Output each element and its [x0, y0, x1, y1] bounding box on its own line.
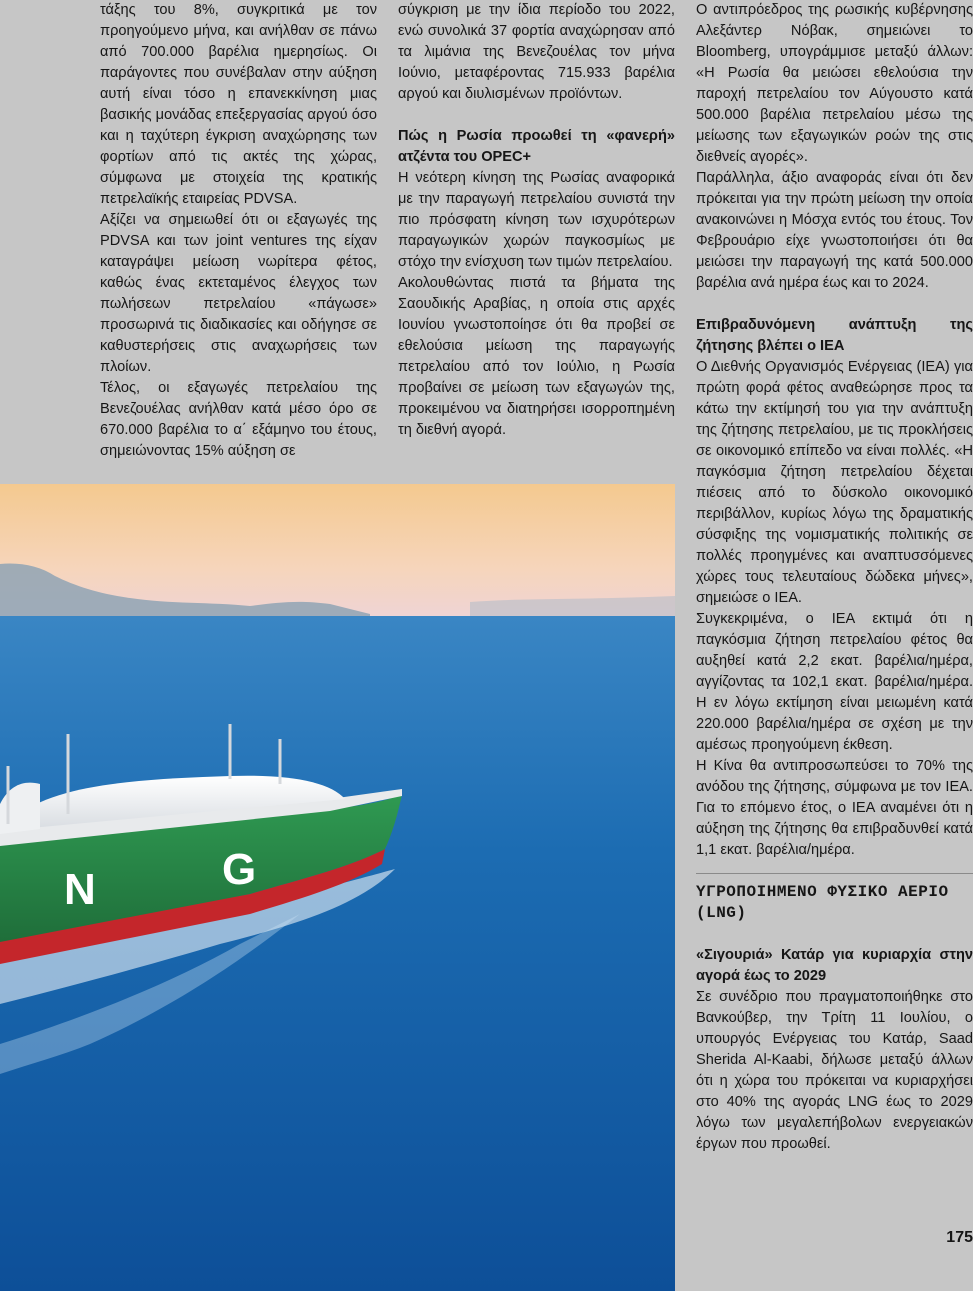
subheading-russia-opec: Πώς η Ρωσία προωθεί τη «φανερή» ατζέντα του OPEC+	[398, 128, 675, 165]
column-right	[696, 0, 973, 1155]
spacer	[398, 105, 675, 126]
page-number: 175	[946, 1229, 973, 1246]
paragraph: Ακολουθώντας πιστά τα βήματα της Σαουδικής Αραβίας, η οποία στις αρχές Ιουνίου γνωστοποίησε ότι θα προβεί σε εθελούσια μείωση της παραγωγής πετρελαίου από τον Ιούλιο, η Ρωσία προβαίνει σε μείωση των εξαγωγών της, προκειμένου να διατηρήσει ισορροπημένη τη διεθνή αγορά.	[398, 275, 675, 438]
spacer	[696, 294, 973, 315]
section-title-lng: ΥΓΡΟΠΟΙΗΜΕΝΟ ΦΥΣΙΚΟ ΑΕΡΙΟ (LNG)	[696, 883, 949, 922]
section-divider	[696, 873, 973, 874]
paragraph: Παράλληλα, άξιο αναφοράς είναι ότι δεν πρόκειται για την πρώτη μείωση την οποία ανακοινώνει η Μόσχα εντός του έτους. Τον Φεβρουάριο είχε γνωστοποιήσει ότι θα μειώσει την παραγωγή της κατά 500.000 βαρέλια ανά ημέρα έως και το 2024.	[696, 170, 973, 291]
paragraph: Συγκεκριμένα, ο ΙΕΑ εκτιμά ότι η παγκόσμια ζήτηση πετρελαίου φέτος θα αυξηθεί κατά 2,2 εκατ. βαρέλια/ημέρα, αγγίζοντας τα 102,1 εκατ. βαρέλια/ημέρα. Η εν λόγω εκτίμηση είναι μειωμένη κατά 220.000 βαρέλια/ημέρα σε σχέση με την αμέσως προηγούμενη έκθεση.	[696, 611, 973, 753]
subheading-qatar-lng: «Σιγουριά» Κατάρ για κυριαρχία στην αγορά έως το 2029	[696, 947, 973, 984]
column-middle	[398, 0, 675, 441]
paragraph: Ο αντιπρόεδρος της ρωσικής κυβέρνησης Αλεξάντερ Νόβακ, σημειώνει το Bloomberg, υπογράμμισε μεταξύ άλλων: «Η Ρωσία θα μειώσει εθελούσια την παροχή πετρελαίου τον Αύγουστο κατά 500.000 βαρέλια πετρελαίου μέσω της μείωσης των εξαγωγικών ροών της στις διεθνείς αγορές».	[696, 2, 973, 165]
lng-tanker-photo	[0, 484, 675, 1291]
paragraph: Αξίζει να σημειωθεί ότι οι εξαγωγές της PDVSA και των joint ventures της είχαν καταγράψει μείωση νωρίτερα φέτος, καθώς ένας εκτεταμένος έλεγχος των πωλήσεων πετρελαίου «πάγωσε» προσωρινά τις διαδικασίες και οδήγησε σε καθυστερήσεις στις αναχωρήσεις των πλοίων.	[100, 212, 377, 375]
paragraph: Η νεότερη κίνηση της Ρωσίας αναφορικά με την παραγωγή πετρελαίου συνιστά την πιο πρόσφατη κίνηση των ισχυρότερων παραγωγικών χωρών παγκοσμίως με στόχο την ενίσχυση των τιμών πετρελαίου.	[398, 170, 675, 270]
paragraph: σύγκριση με την ίδια περίοδο του 2022, ενώ συνολικά 37 φορτία αναχώρησαν από τα λιμάνια της Βενεζουέλας τον μήνα Ιούνιο, μεταφέροντας 715.933 βαρέλια αργού και διυλισμένων προϊόντων.	[398, 2, 675, 102]
paragraph: Τέλος, οι εξαγωγές πετρελαίου της Βενεζουέλας ανήλθαν κατά μέσο όρο σε 670.000 βαρέλια το α΄ εξάμηνο του έτους, σημειώνοντας 15% αύξηση σε	[100, 380, 377, 459]
paragraph: Η Κίνα θα αντιπροσωπεύσει το 70% της ανόδου της ζήτησης, σύμφωνα με τον ΙΕΑ. Για το επόμενο έτος, ο ΙΕΑ αναμένει ότι η αύξηση της ζήτησης θα επιβραδυνθεί κατά 1,1 εκατ. βαρέλια/ημέρα.	[696, 758, 973, 858]
subheading-iea-demand: Επιβραδυνόμενη ανάπτυξη της ζήτησης βλέπει ο ΙΕΑ	[696, 317, 973, 354]
paragraph: Σε συνέδριο που πραγματοποιήθηκε στο Βανκούβερ, την Τρίτη 11 Ιουλίου, ο υπουργός Ενέργειας του Κατάρ, Saad Sherida Al-Kaabi, δήλωσε μεταξύ άλλων ότι η χώρα του πρόκειται να κυριαρχήσει στο 40% της αγοράς LNG έως το 2029 λόγω των μεγαλεπήβολων ενεργειακών έργων που προωθεί.	[696, 989, 973, 1152]
hull-letter-g: G	[222, 845, 257, 894]
spacer	[696, 924, 973, 945]
column-left	[100, 0, 377, 462]
paragraph: Ο Διεθνής Οργανισμός Ενέργειας (ΙΕΑ) για πρώτη φορά φέτος αναθεώρησε προς τα κάτω την εκτίμησή του για την ανάπτυξη της ζήτησης πετρελαίου, με τις προκλήσεις σε οικονομικό επίπεδο να είναι πολλές. «Η παγκόσμια ζήτηση πετρελαίου δέχεται πιέσεις από το δύσκολο οικονομικό περιβάλλον, κυρίως λόγω της δραματικής σύσφιξης της νομισματικής πολιτικής σε πολλές προηγμένες και αναπτυσσόμενες χώρες τους τελευταίους δώδεκα μήνες», σημειώσε ο ΙΕΑ.	[696, 359, 973, 606]
paragraph: τάξης του 8%, συγκριτικά με τον προηγούμενο μήνα, και ανήλθαν σε πάνω από 700.000 βαρέλια ημερησίως. Οι παράγοντες που συνέβαλαν στην αύξηση αυτή είναι τόσο η επανεκκίνηση μιας βασικής μονάδας επεξεργασίας αργού όσο και η ταχύτερη έγκριση αναχώρησης των φορτίων από τις ακτές της χώρας, σύμφωνα με στοιχεία της κρατικής πετρελαϊκής εταιρείας PDVSA.	[100, 2, 377, 207]
hull-letter-n: N	[64, 865, 96, 914]
